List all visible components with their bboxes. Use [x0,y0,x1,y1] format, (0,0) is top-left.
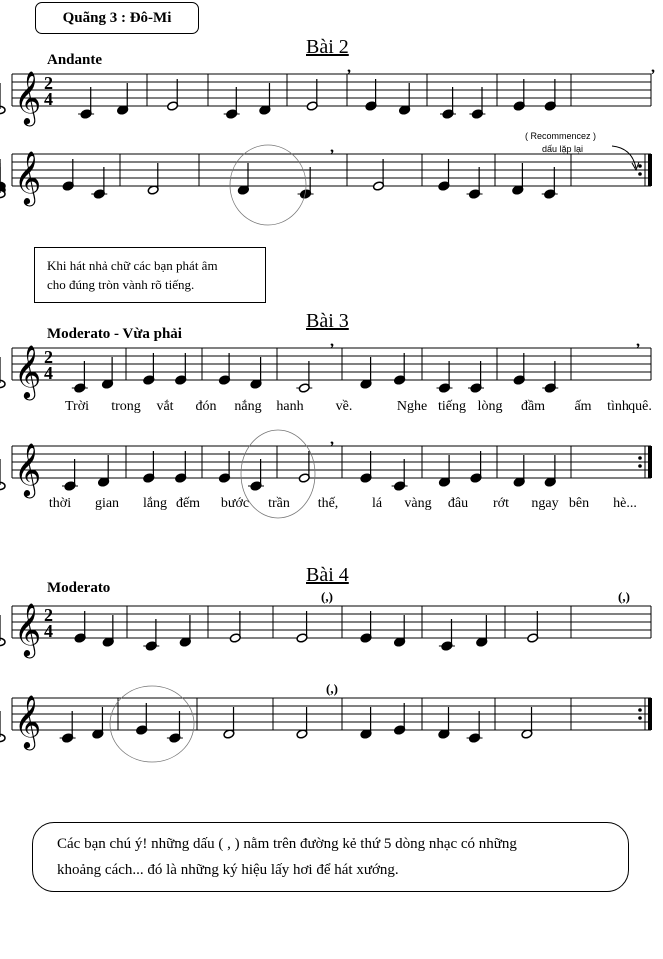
lyric-syllable: quê. [628,399,652,414]
lyric-syllable: trong [111,399,141,414]
repeat-thick-barline [648,698,652,730]
lyric-syllable: Trời [64,399,90,414]
lyric-syllable: đón [195,399,217,414]
time-signature-top: 2 [44,73,53,93]
lyric-syllable: rớt [493,496,509,511]
lyric-syllable: đâu [447,496,469,511]
treble-clef-icon: 𝄞 [14,150,42,204]
breath-tip-line-2: khoảng cách... đó là những ký hiệu lấy hơi để hát xướng. [57,862,399,878]
half-note [0,380,5,387]
lyric-syllable: đếm [175,496,201,511]
lyrics-line-1 [0,399,663,417]
staff-system [0,681,652,762]
treble-clef-icon: 𝄞 [14,70,42,124]
exercise-title-2: Bài 2 [306,36,349,58]
singing-tip-line-2: cho đúng tròn vành rõ tiếng. [47,277,195,292]
repeat-dot [638,708,642,712]
breath-mark-icon: , [636,333,640,350]
lyric-syllable: thời [48,496,72,511]
half-note [0,734,5,741]
staff-system [0,589,651,658]
tempo-marking-4: Moderato [47,580,111,596]
breath-mark-icon: , [651,59,655,76]
time-signature-top: 2 [44,347,53,367]
lyric-syllable: nắng [234,399,262,414]
repeat-dot [638,716,642,720]
exercise-title-3: Bài 3 [306,310,349,332]
lyric-syllable: ấm [574,399,592,414]
lyric-syllable: tiếng [438,399,466,414]
lyric-syllable: Nghe [396,399,428,414]
time-signature-top: 2 [44,605,53,625]
singing-tip-line-1: Khi hát nhả chữ các bạn phát âm [47,258,218,273]
staff-system [0,333,651,400]
tempo-marking-2: Andante [47,52,103,68]
highlight-circle [110,686,194,762]
repeat-annotation-fr: ( Recommencez ) [525,131,597,141]
lyric-syllable: trần [268,496,290,511]
lyric-syllable: bước [220,496,250,511]
time-signature-bottom: 4 [44,621,53,641]
lyrics-line-2 [0,496,663,514]
repeat-dot [638,164,642,168]
tempo-marking-3: Moderato - Vừa phải [47,326,182,342]
lyric-syllable: thế, [317,496,339,511]
half-note [0,638,5,645]
lyric-syllable: vắt [156,399,174,414]
breath-mark-icon: , [330,139,334,156]
breath-mark-icon: (,) [321,589,333,604]
lyric-syllable: hanh [276,399,304,414]
interval-header-label: Quãng 3 : Đô-Mi [62,9,172,26]
breath-tip-line-1: Các bạn chú ý! những dấu ( , ) nằm trên đường kẻ thứ 5 dòng nhạc có những [57,836,517,852]
repeat-thick-barline [648,446,652,478]
interval-header [35,2,199,34]
lyric-syllable: về. [335,399,353,414]
lyric-syllable: ngay [531,496,559,511]
repeat-annotation-vi: dấu lặp lại [542,144,584,154]
treble-clef-icon: 𝄞 [14,602,42,656]
lyric-syllable: đầm [520,399,546,414]
half-note [0,190,5,197]
breath-mark-icon: (,) [326,681,338,696]
breath-mark-icon: , [330,431,334,448]
treble-clef-icon: 𝄞 [14,442,42,496]
singing-tip-box [34,247,266,303]
lyric-syllable: lòng [477,399,503,414]
breath-mark-icon: , [330,333,334,350]
lyric-syllable: hè... [613,496,637,511]
staff-system [0,59,655,126]
repeat-dot [638,456,642,460]
lyric-syllable: gian [94,496,120,511]
time-signature-bottom: 4 [44,89,53,109]
lyric-syllable: bên [568,496,590,511]
repeat-thick-barline [648,154,652,186]
repeat-dot [638,172,642,176]
time-signature-bottom: 4 [44,363,53,383]
breath-mark-icon: , [347,59,351,76]
treble-clef-icon: 𝄞 [14,694,42,748]
lyric-syllable: vàng [404,496,432,511]
lyric-syllable: lắng [142,496,168,511]
breath-tip-box [32,822,629,892]
exercise-title-4: Bài 4 [306,564,349,586]
half-note [0,482,5,489]
lyric-syllable: tình [607,399,629,414]
treble-clef-icon: 𝄞 [14,344,42,398]
half-note [0,106,5,113]
breath-mark-icon: (,) [618,589,630,604]
repeat-dot [638,464,642,468]
highlight-circle [230,145,306,225]
lyric-syllable: lá [371,496,383,511]
